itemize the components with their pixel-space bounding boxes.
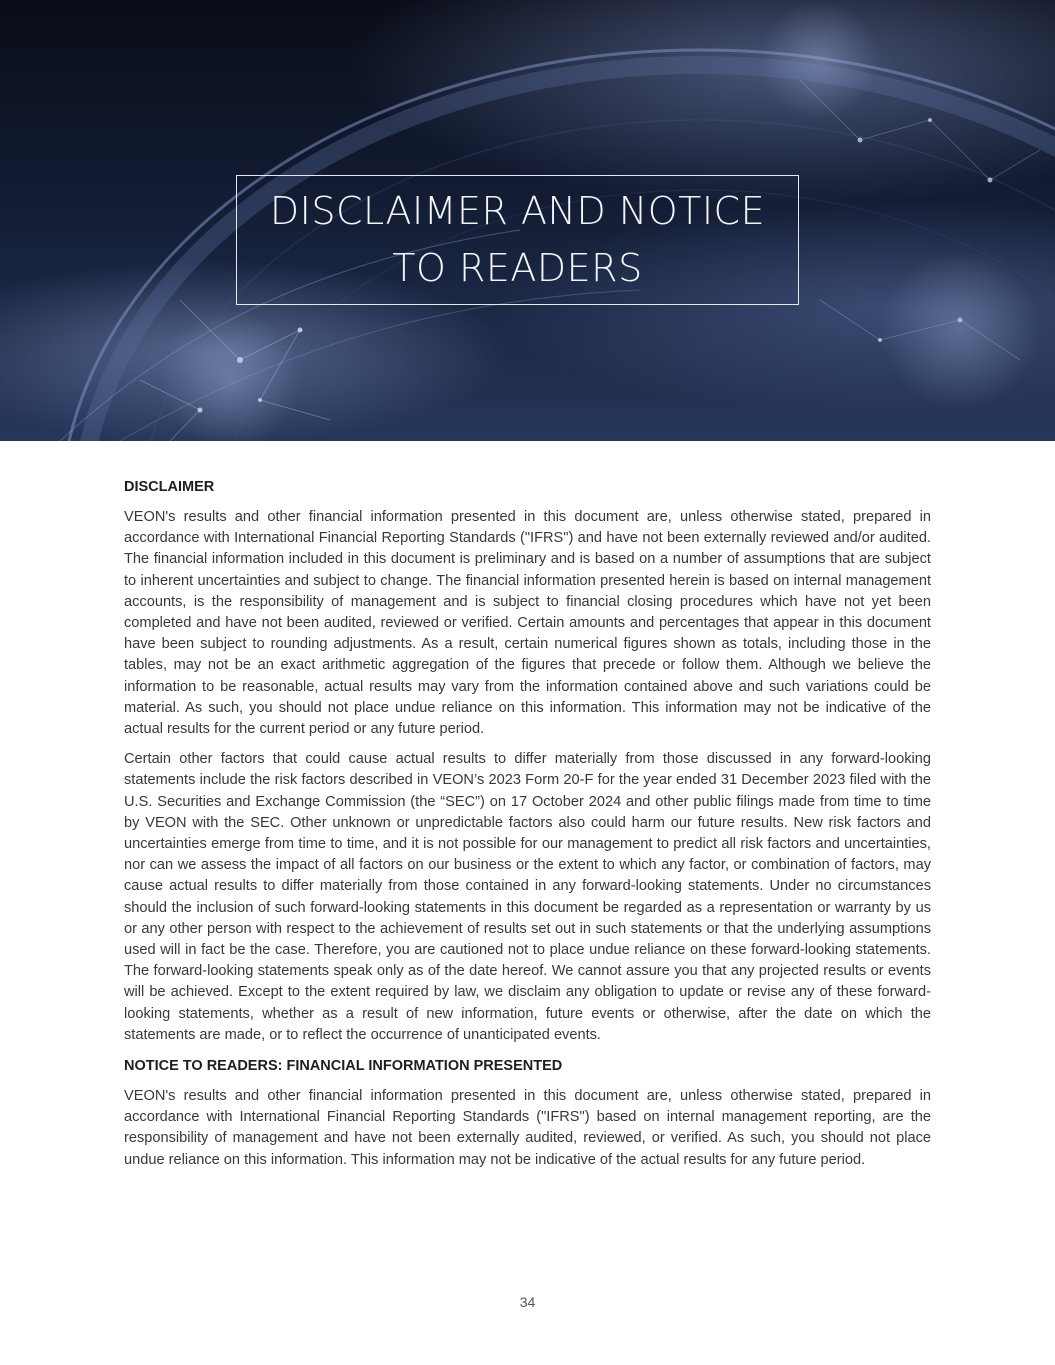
disclaimer-heading: DISCLAIMER xyxy=(124,479,215,495)
hero-title-line-2: TO READERS xyxy=(392,246,643,290)
hero-title-box xyxy=(236,175,799,305)
disclaimer-paragraph-1: VEON's results and other financial information presented in this document are, unless otherwise stated, prepared in accordance with International Financial Reporting Standards ("IFRS") and have not been externally reviewed and/or audited. The financial information included in this document is preliminary and is based on a number of assumptions that are subject to inherent uncertainties and subject to change. The financial information presented herein is based on internal management accounts, is the responsibility of management and is subject to financial closing procedures which have not yet been completed and have not been audited, reviewed or verified. Certain amounts and percentages that appear in this document have been subject to rounding adjustments. As a result, certain numerical figures shown as totals, including those in the tables, may not be an exact arithmetic aggregation of the figures that precede or follow them. Although we believe the information to be reasonable, actual results may vary from the information contained above and such variations could be material. As such, you should not place undue reliance on this information. This information may not be indicative of the actual results for the current period or any future period. xyxy=(124,509,931,738)
notice-heading: NOTICE TO READERS: FINANCIAL INFORMATION PRESENTED xyxy=(124,1058,563,1075)
hero-banner xyxy=(0,0,1055,441)
disclaimer-paragraph-2: Certain other factors that could cause actual results to differ materially from those discussed in any forward-looking statements include the risk factors described in VEON’s 2023 Form 20-F for the year ended 31 December 2023 filed with the U.S. Securities and Exchange Commission (the “SEC”) on 17 October 2024 and other public filings made from time to time by VEON with the SEC. Other unknown or unpredictable factors also could harm our future results. New risk factors and uncertainties emerge from time to time, and it is not possible for our management to predict all risk factors and uncertainties, nor can we assess the impact of all factors on our business or the extent to which any factor, or combination of factors, may cause actual results to differ materially from those contained in any forward-looking statements. Under no circumstances should the inclusion of such forward-looking statements in this document be regarded as a representation or warranty by us or any other person with respect to the achievement of results set out in such statements or that the underlying assumptions used will in fact be the case. Therefore, you are cautioned not to place undue reliance on these forward-looking statements. The forward-looking statements speak only as of the date hereof. We cannot assure you that any projected results or events will be achieved. Except to the extent required by law, we disclaim any obligation to update or revise any of these forward-looking statements, whether as a result of new information, future events or otherwise, after the date on which the statements are made, or to reflect the occurrence of unanticipated events. xyxy=(124,751,931,1043)
notice-paragraph-1: VEON's results and other financial information presented in this document are, unless otherwise stated, prepared in accordance with International Financial Reporting Standards ("IFRS") based on internal management reporting, are the responsibility of management and have not been externally audited, reviewed, or verified. As such, you should not place undue reliance on this information. This information may not be indicative of the actual results for any future period. xyxy=(124,1088,931,1168)
page-number: 34 xyxy=(519,1294,536,1310)
hero-title-line-1: DISCLAIMER AND NOTICE xyxy=(269,189,766,233)
document-body xyxy=(124,476,931,1180)
